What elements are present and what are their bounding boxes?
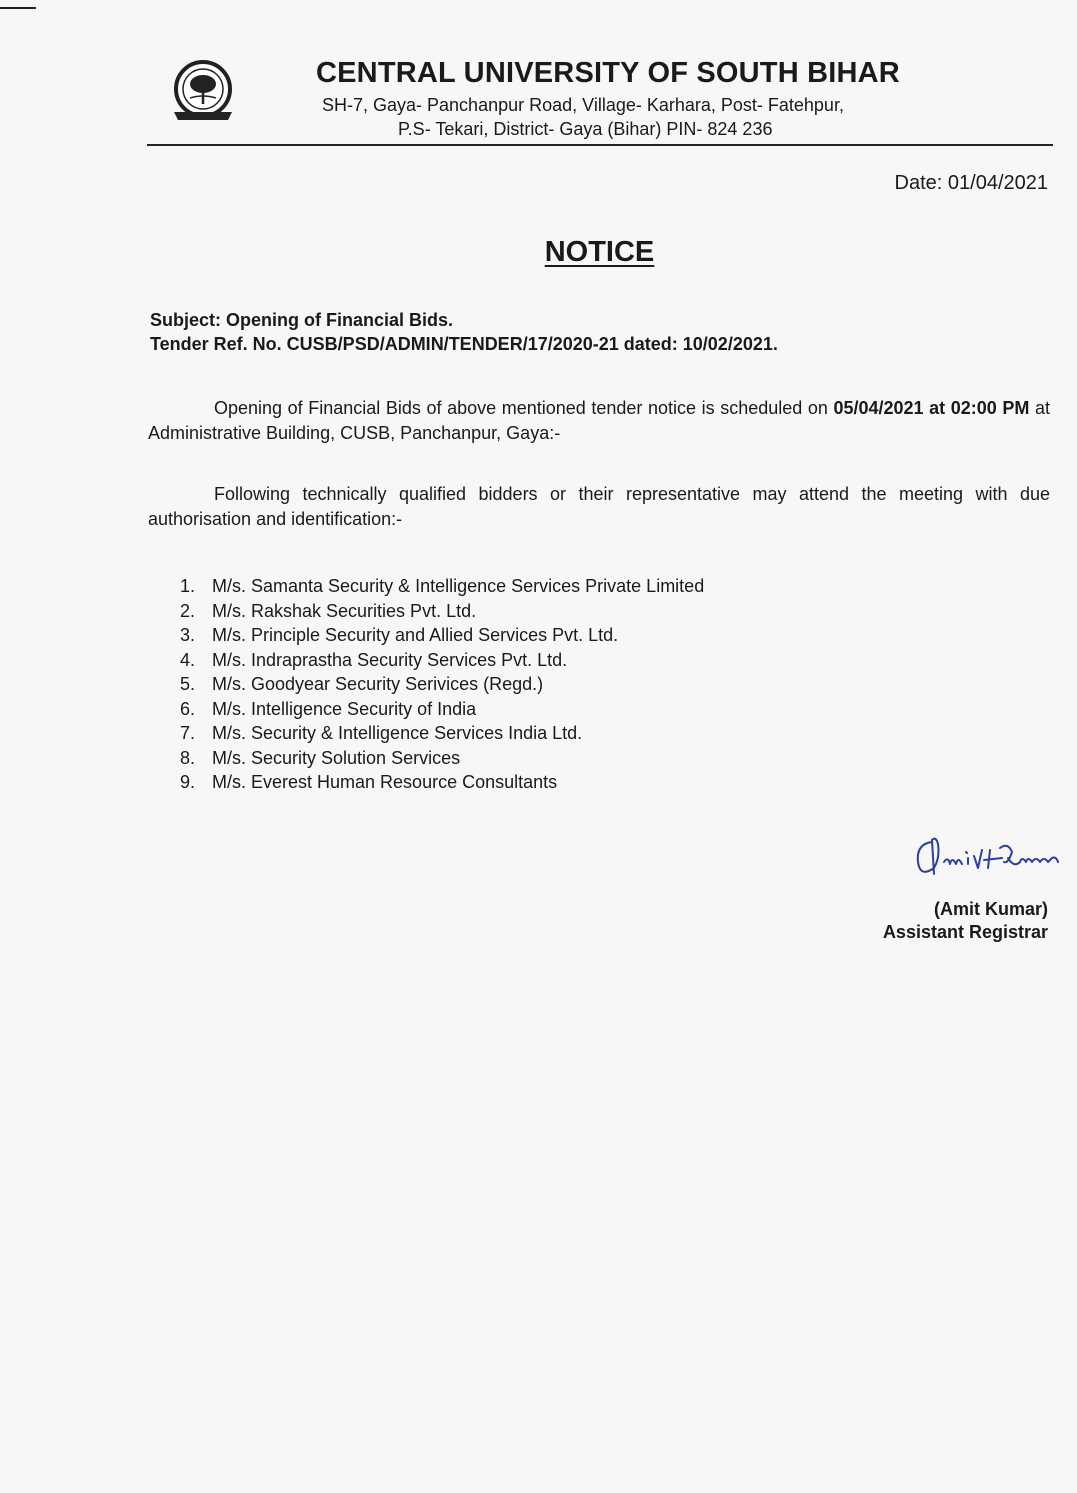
list-item: 4. M/s. Indraprastha Security Services Pvt. Ltd.: [180, 649, 568, 670]
notice-subject: Subject: Opening of Financial Bids.: [150, 310, 454, 330]
list-item: 5. M/s. Goodyear Security Serivices (Regd.): [180, 674, 544, 694]
schedule-date: 05/04/2021: [833, 398, 924, 418]
header-divider: [147, 144, 1053, 146]
tender-reference: Tender Ref. No. CUSB/PSD/ADMIN/TENDER/17/2020-21 dated: 10/02/2021.: [150, 334, 778, 354]
notice-date: Date: 01/04/2021: [894, 172, 1048, 194]
handwritten-signature: [904, 828, 1074, 888]
notice-title: NOTICE: [544, 236, 655, 268]
bidder-name: M/s. Security Solution Services: [212, 747, 461, 768]
list-item: 7. M/s. Security & Intelligence Services India Ltd.: [180, 723, 583, 743]
bidder-name: M/s. Indraprastha Security Services Pvt. Ltd.: [212, 649, 568, 670]
scan-corner-mark: [0, 7, 36, 9]
list-item: 2. M/s. Rakshak Securities Pvt. Ltd.: [180, 600, 477, 621]
list-item: 9. M/s. Everest Human Resource Consultants: [180, 772, 558, 792]
bidder-name: M/s. Intelligence Security of India: [212, 698, 477, 719]
schedule-text-a: Opening of Financial Bids of above mentioned tender notice is scheduled on: [214, 398, 834, 418]
bidder-name: M/s. Everest Human Resource Consultants: [212, 772, 558, 792]
bidder-name: M/s. Rakshak Securities Pvt. Ltd.: [212, 600, 477, 621]
bidders-list: [180, 574, 704, 795]
signatory-designation: Assistant Registrar: [882, 922, 1048, 942]
list-item: 8. M/s. Security Solution Services: [180, 747, 461, 768]
list-item: 6. M/s. Intelligence Security of India: [180, 698, 477, 719]
university-name: CENTRAL UNIVERSITY OF SOUTH BIHAR: [316, 57, 900, 89]
bidder-name: M/s. Samanta Security & Intelligence Services Private Limited: [212, 576, 705, 596]
bidder-name: M/s. Principle Security and Allied Services Pvt. Ltd.: [212, 625, 619, 645]
address-line-1: SH-7, Gaya- Panchanpur Road, Village- Karhara, Post- Fatehpur,: [322, 95, 844, 115]
attendance-paragraph: [148, 482, 1050, 532]
bidder-name: M/s. Goodyear Security Serivices (Regd.): [212, 674, 544, 694]
signatory-name: (Amit Kumar): [933, 899, 1048, 919]
bidder-name: M/s. Security & Intelligence Services India Ltd.: [212, 723, 583, 743]
schedule-time: at 02:00 PM: [929, 398, 1030, 418]
university-seal-icon: [170, 58, 236, 124]
schedule-text-b: at Administrative Building, CUSB, Panchanpur, Gaya:-: [148, 398, 1050, 443]
list-item: 1. M/s. Samanta Security & Intelligence Services Private Limited: [180, 576, 705, 596]
address-line-2: P.S- Tekari, District- Gaya (Bihar) PIN- 824 236: [398, 119, 773, 139]
schedule-paragraph: [148, 396, 1050, 446]
attendance-text: Following technically qualified bidders or their representative may attend the meeting with due authorisation and identification:-: [148, 484, 1050, 529]
list-item: 3. M/s. Principle Security and Allied Services Pvt. Ltd.: [180, 625, 619, 645]
